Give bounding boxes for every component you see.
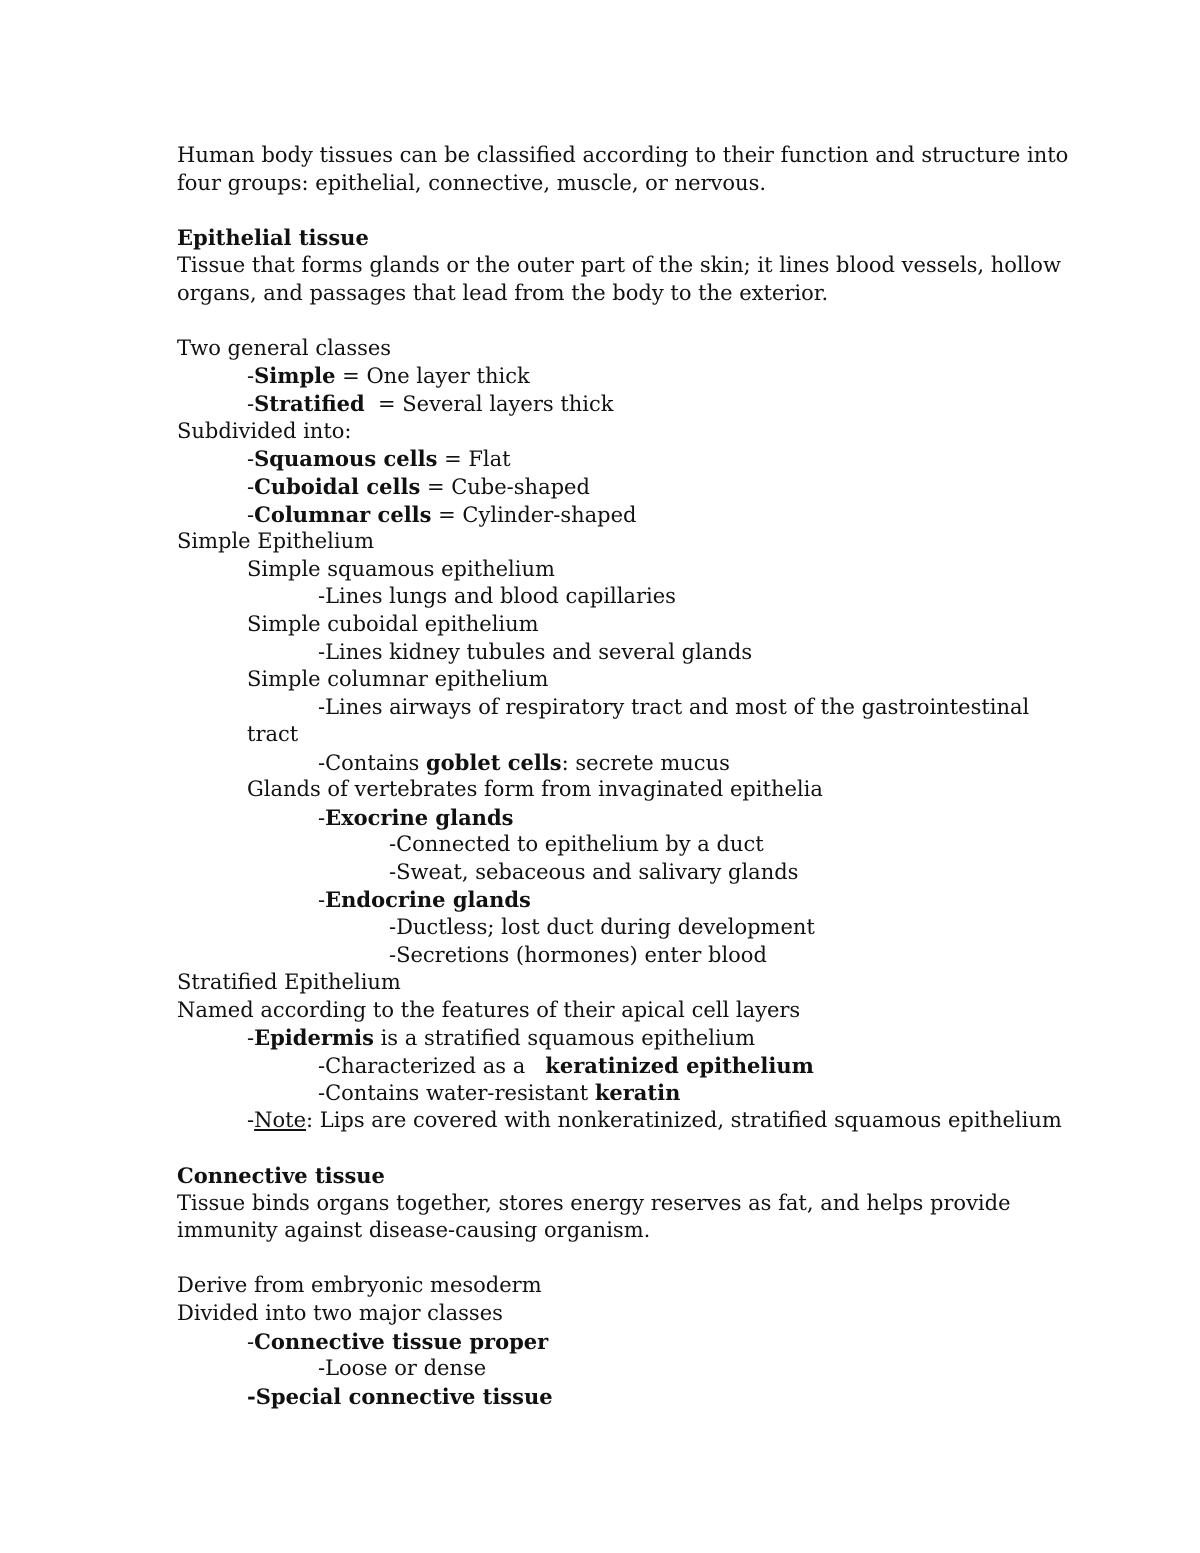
derive-line: Derive from embryonic mesoderm — [177, 1273, 542, 1297]
connective-definition-line-2: immunity against disease-causing organism. — [177, 1218, 651, 1242]
dash: - — [247, 447, 255, 471]
dash: - — [247, 1026, 255, 1050]
subdivision-term: Columnar cells — [254, 502, 432, 527]
keratin-line — [318, 1079, 680, 1106]
endocrine-term: Endocrine glands — [325, 887, 531, 912]
simple-squamous: Simple squamous epithelium — [247, 557, 555, 581]
class-definition: = One layer thick — [335, 364, 530, 388]
subdivision-cuboidal — [247, 473, 590, 500]
class-definition: = Several layers thick — [364, 392, 614, 416]
divided-line: Divided into two major classes — [177, 1301, 503, 1325]
epidermis-rest: is a stratified squamous epithelium — [373, 1026, 756, 1050]
epidermis-line — [247, 1024, 755, 1051]
special-connective-term: -Special connective tissue — [247, 1384, 553, 1409]
subdivision-term: Cuboidal cells — [254, 474, 421, 499]
subdivision-definition: = Cylinder-shaped — [431, 503, 637, 527]
connective-definition-line-1: Tissue binds organs together, stores energy reserves as fat, and helps provide — [177, 1191, 1011, 1215]
exocrine-note-1: -Connected to epithelium by a duct — [389, 832, 764, 856]
connective-heading-text: Connective tissue — [177, 1163, 385, 1188]
simple-squamous-note: -Lines lungs and blood capillaries — [318, 584, 676, 608]
connective-proper-term: Connective tissue proper — [254, 1329, 549, 1354]
dash: - — [247, 475, 255, 499]
loose-dense-line: -Loose or dense — [318, 1356, 487, 1380]
endocrine-note-2: -Secretions (hormones) enter blood — [389, 943, 767, 967]
characterized-pre: -Characterized as a — [318, 1054, 546, 1078]
subdivision-term: Squamous cells — [254, 446, 438, 471]
simple-columnar-note-2: tract — [247, 722, 299, 746]
dash: - — [247, 1108, 255, 1132]
stratified-named-line: Named according to the features of their apical cell layers — [177, 998, 801, 1022]
connective-heading — [177, 1162, 385, 1189]
epithelial-heading — [177, 224, 369, 251]
simple-columnar: Simple columnar epithelium — [247, 667, 549, 691]
dash: - — [247, 392, 255, 416]
connective-proper-line — [247, 1328, 548, 1355]
subdivision-squamous — [247, 445, 511, 472]
glands-intro: Glands of vertebrates form from invaginated epithelia — [247, 777, 823, 801]
keratin-term: keratin — [594, 1080, 681, 1105]
epithelial-heading-text: Epithelial tissue — [177, 225, 369, 250]
characterized-term: keratinized epithelium — [545, 1053, 814, 1078]
intro-line-2: four groups: epithelial, connective, muscle, or nervous. — [177, 171, 767, 195]
exocrine-note-2: -Sweat, sebaceous and salivary glands — [389, 860, 799, 884]
goblet-post: : secrete mucus — [561, 751, 730, 775]
subdivision-columnar — [247, 501, 636, 528]
simple-cuboidal: Simple cuboidal epithelium — [247, 612, 539, 636]
exocrine-glands — [318, 804, 513, 831]
note-label: Note — [254, 1108, 306, 1132]
subdivision-definition: = Flat — [437, 447, 511, 471]
endocrine-note-1: -Ductless; lost duct during development — [389, 915, 815, 939]
simple-cuboidal-note: -Lines kidney tubules and several glands — [318, 640, 753, 664]
endocrine-glands — [318, 886, 531, 913]
goblet-term: goblet cells — [425, 750, 562, 775]
class-stratified — [247, 390, 614, 417]
subdivided-intro: Subdivided into: — [177, 419, 352, 443]
note-line — [247, 1107, 1062, 1134]
simple-columnar-note-1: -Lines airways of respiratory tract and most of the gastrointestinal — [318, 695, 1030, 719]
dash: - — [247, 503, 255, 527]
note-rest: : Lips are covered with nonkeratinized, stratified squamous epithelium — [306, 1108, 1062, 1132]
goblet-cells-line — [318, 749, 730, 776]
class-simple — [247, 362, 530, 389]
dash: - — [247, 364, 255, 388]
characterized-line — [318, 1052, 814, 1079]
goblet-pre: -Contains — [318, 751, 426, 775]
dash: - — [318, 888, 326, 912]
epithelial-definition-line-2: organs, and passages that lead from the body to the exterior. — [177, 281, 829, 305]
class-term: Simple — [254, 363, 336, 388]
subdivision-definition: = Cube-shaped — [420, 475, 590, 499]
classes-intro: Two general classes — [177, 336, 392, 360]
class-term: Stratified — [254, 391, 365, 416]
stratified-epithelium-heading: Stratified Epithelium — [177, 970, 401, 994]
dash: - — [318, 806, 326, 830]
intro-line-1: Human body tissues can be classified according to their function and structure into — [177, 143, 1069, 167]
epithelial-definition-line-1: Tissue that forms glands or the outer part of the skin; it lines blood vessels, hollow — [177, 253, 1061, 277]
epidermis-term: Epidermis — [254, 1025, 374, 1050]
special-connective-line — [247, 1383, 553, 1410]
dash: - — [247, 1330, 255, 1354]
exocrine-term: Exocrine glands — [325, 805, 514, 830]
keratin-pre: -Contains water-resistant — [318, 1081, 595, 1105]
simple-epithelium-heading: Simple Epithelium — [177, 529, 375, 553]
